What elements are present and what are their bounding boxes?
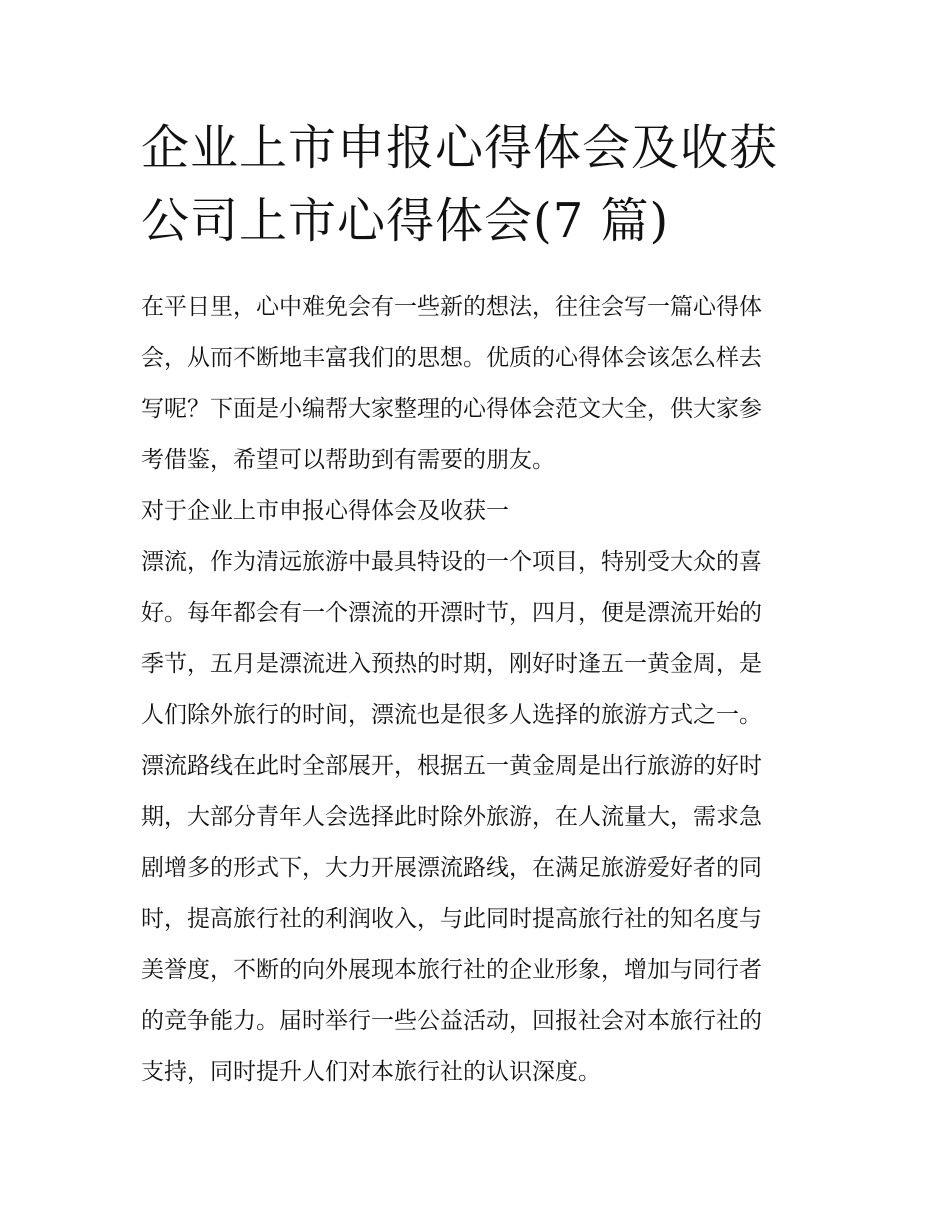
paragraph-line: 的竞争能力。届时举行一些公益活动，回报社会对本旅行社的: [141, 1008, 762, 1034]
body-paragraph: [141, 537, 813, 1098]
section-heading: 对于企业上市申报心得体会及收获一: [141, 498, 509, 524]
paragraph-line: 人们除外旅行的时间，漂流也是很多人选择的旅游方式之一。: [141, 702, 762, 728]
document-page: [141, 112, 813, 1098]
paragraph-line: 季节，五月是漂流进入预热的时期，刚好时逢五一黄金周，是: [141, 651, 762, 677]
title-line: 公司上市心得体会(7 篇): [141, 193, 670, 249]
paragraph-line: 剧增多的形式下，大力开展漂流路线，在满足旅游爱好者的同: [141, 855, 762, 881]
paragraph-line: 期，大部分青年人会选择此时除外旅游，在人流量大，需求急: [141, 804, 762, 830]
paragraph-line: 美誉度，不断的向外展现本旅行社的企业形象，增加与同行者: [141, 957, 762, 983]
paragraph-line: 漂流，作为清远旅游中最具特设的一个项目，特别受大众的喜: [141, 549, 762, 575]
paragraph-line: 支持，同时提升人们对本旅行社的认识深度。: [141, 1059, 601, 1085]
document-title: [141, 112, 813, 258]
intro-line: 考借鉴，希望可以帮助到有需要的朋友。: [141, 447, 555, 473]
title-line: 企业上市申报心得体会及收获: [141, 120, 779, 176]
paragraph-line: 好。每年都会有一个漂流的开漂时节，四月，便是漂流开始的: [141, 600, 762, 626]
intro-paragraph: [141, 282, 813, 486]
intro-line: 写呢？下面是小编帮大家整理的心得体会范文大全，供大家参: [141, 396, 762, 422]
intro-line: 在平日里，心中难免会有一些新的想法，往往会写一篇心得体: [141, 294, 762, 320]
intro-line: 会，从而不断地丰富我们的思想。优质的心得体会该怎么样去: [141, 345, 762, 371]
paragraph-line: 时，提高旅行社的利润收入，与此同时提高旅行社的知名度与: [141, 906, 762, 932]
paragraph-line: 漂流路线在此时全部展开，根据五一黄金周是出行旅游的好时: [141, 753, 762, 779]
